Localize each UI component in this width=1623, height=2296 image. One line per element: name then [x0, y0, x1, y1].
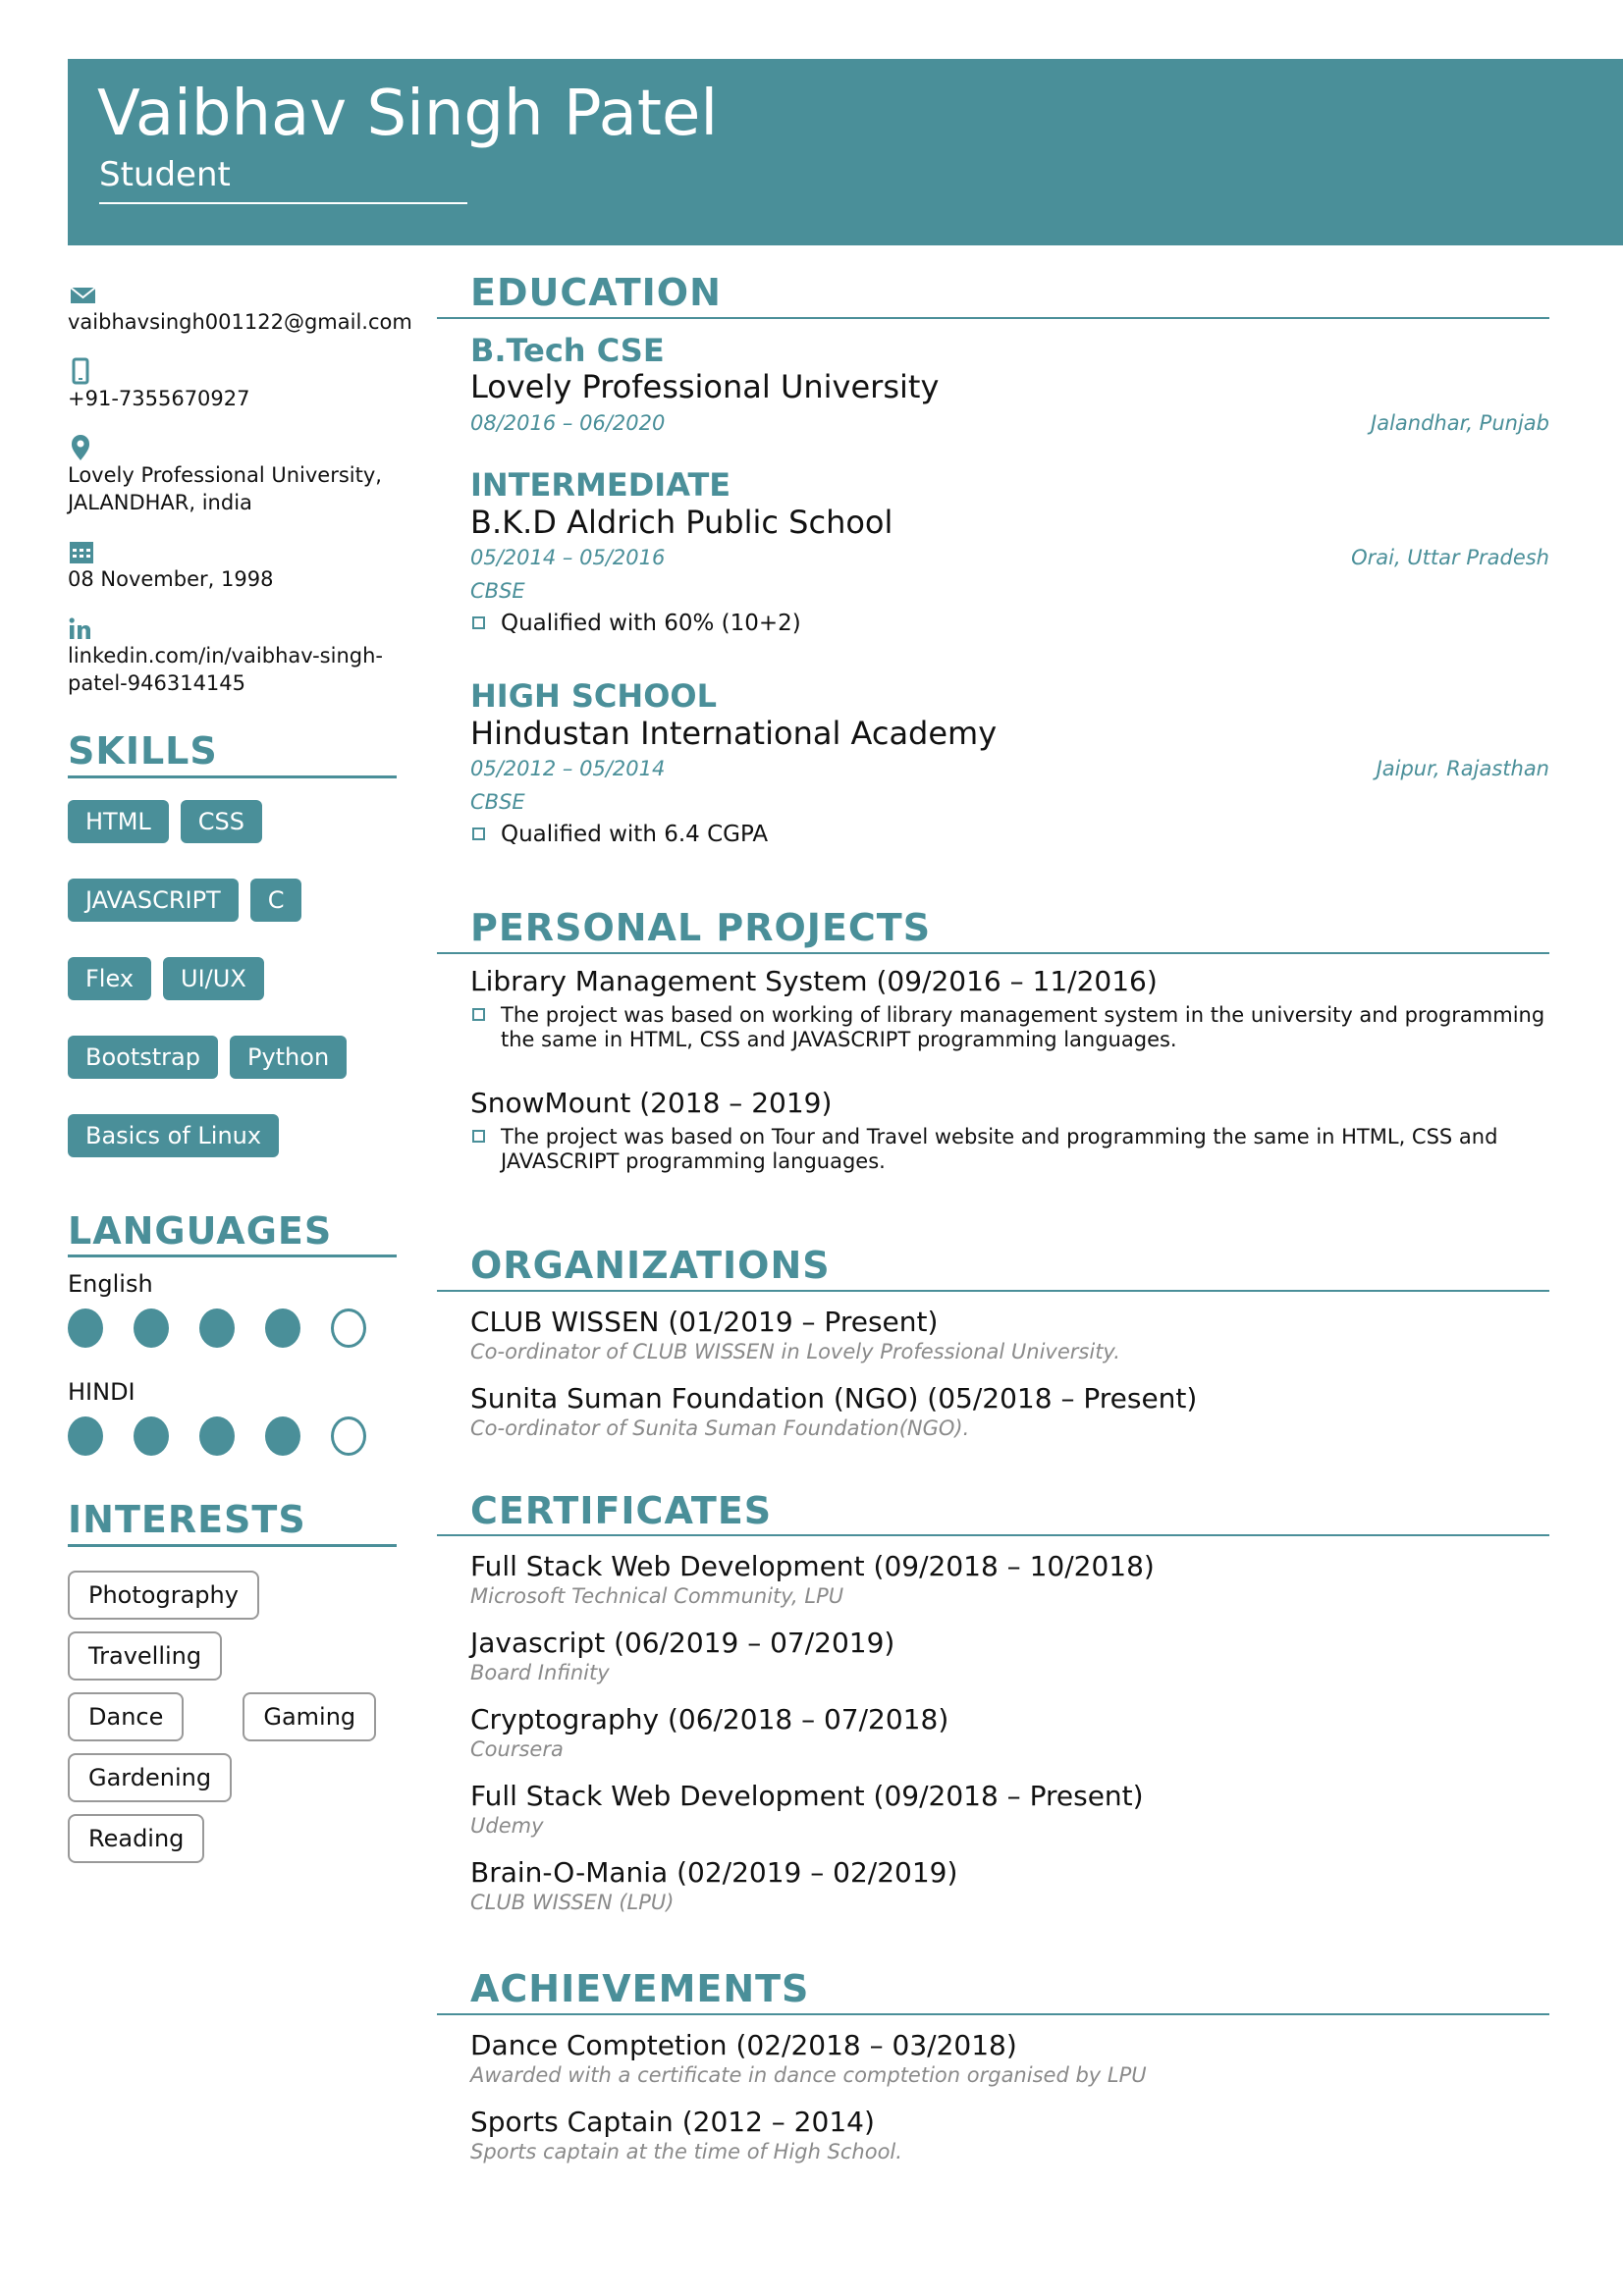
- contact-linkedin: [68, 614, 397, 697]
- certificate-issuer: CLUB WISSEN (LPU): [470, 1891, 675, 1915]
- linkedin-line-2[interactable]: patel-946314145: [68, 671, 246, 695]
- bullet-text: Qualified with 60% (10+2): [501, 611, 801, 637]
- degree: B.Tech CSE: [470, 331, 665, 369]
- contact-address: [68, 434, 397, 516]
- certificate-issuer: Board Infinity: [470, 1661, 610, 1685]
- bullet-item: [470, 608, 1549, 639]
- dob-text: 08 November, 1998: [68, 567, 274, 591]
- phone-text[interactable]: +91-7355670927: [68, 387, 250, 410]
- organization-title: Sunita Suman Foundation (NGO) (05/2018 – Present): [470, 1381, 1198, 1415]
- organizations-section: [437, 1245, 1549, 1441]
- skill-tag: JAVASCRIPT: [68, 879, 239, 922]
- organization-role: Co-ordinator of Sunita Suman Foundation(NGO).: [470, 1415, 970, 1440]
- square-bullet-icon: [472, 616, 485, 629]
- location-pin-icon: [68, 434, 99, 461]
- dates: 05/2012 – 05/2014: [470, 757, 666, 781]
- certificate-issuer: Udemy: [470, 1814, 544, 1839]
- bullet-item: [470, 1125, 1549, 1174]
- contact-email: [68, 281, 412, 336]
- education-heading: EDUCATION: [437, 272, 1549, 319]
- contact-dob: [68, 538, 397, 593]
- certificate-title: Full Stack Web Development (09/2018 – Present): [470, 1780, 1144, 1813]
- title-underline: [99, 202, 467, 204]
- certificate-entry: [470, 1627, 1549, 1685]
- linkedin-icon: [68, 614, 99, 642]
- education-section: [437, 272, 1549, 850]
- languages-heading: LANGUAGES: [68, 1210, 397, 1258]
- address-line-2: JALANDHAR, india: [68, 491, 252, 514]
- phone-icon: [68, 357, 99, 385]
- location: Jaipur, Rajasthan: [1376, 757, 1549, 781]
- certificate-title: Full Stack Web Development (09/2018 – 10/2018): [470, 1550, 1155, 1583]
- sidebar: [68, 281, 412, 1875]
- organization-role: Co-ordinator of CLUB WISSEN in Lovely Professional University.: [470, 1339, 1120, 1363]
- level-dot-filled: [265, 1308, 300, 1348]
- level-dot-filled: [199, 1308, 235, 1348]
- bullet-text: The project was based on working of library management system in the university and programming the same in HTML, CSS and JAVASCRIPT programming languages.: [501, 1002, 1545, 1051]
- skill-tag: Python: [230, 1036, 347, 1079]
- project-title: Library Management System (09/2016 – 11/2016): [470, 964, 1158, 997]
- dates: 08/2016 – 06/2020: [470, 410, 666, 435]
- square-bullet-icon: [472, 828, 485, 840]
- certificate-title: Cryptography (06/2018 – 07/2018): [470, 1703, 949, 1736]
- skill-tag: Bootstrap: [68, 1036, 218, 1079]
- organization-entry: [470, 1382, 1549, 1441]
- bullet-item: [470, 819, 1549, 850]
- interest-tag: Travelling: [68, 1631, 222, 1681]
- language-level-english: [68, 1308, 397, 1348]
- institution: Hindustan International Academy: [470, 714, 998, 752]
- resume-header: [68, 59, 1623, 245]
- skill-tag: Flex: [68, 957, 151, 1000]
- interest-tag: Gardening: [68, 1753, 232, 1802]
- projects-heading: PERSONAL PROJECTS: [437, 907, 1549, 954]
- skills-heading: SKILLS: [68, 730, 397, 778]
- bullet-text: The project was based on Tour and Travel website and programming the same in HTML, CSS and JAVASCRIPT programming languages.: [501, 1124, 1498, 1173]
- projects-section: [437, 907, 1549, 1174]
- project-entry: [470, 964, 1549, 1052]
- skill-tag: HTML: [68, 800, 169, 843]
- level-dot-empty: [331, 1308, 366, 1348]
- achievements-section: [437, 1968, 1549, 2164]
- square-bullet-icon: [472, 1130, 485, 1143]
- board: CBSE: [470, 790, 525, 815]
- bullet-item: [470, 1003, 1549, 1052]
- language-name: HINDI: [68, 1378, 135, 1407]
- bullet-text: Qualified with 6.4 CGPA: [501, 822, 769, 848]
- candidate-title: Student: [99, 155, 231, 194]
- interest-tag: Dance: [68, 1692, 184, 1741]
- certificate-entry: [470, 1550, 1549, 1609]
- achievement-entry: [470, 2029, 1549, 2088]
- institution: Lovely Professional University: [470, 368, 940, 406]
- skill-tag: Basics of Linux: [68, 1114, 279, 1157]
- degree: HIGH SCHOOL: [470, 677, 717, 716]
- organization-title: CLUB WISSEN (01/2019 – Present): [470, 1305, 939, 1338]
- certificate-entry: [470, 1856, 1549, 1915]
- calendar-icon: [68, 538, 99, 565]
- language-name: English: [68, 1270, 153, 1299]
- project-entry: [470, 1086, 1549, 1174]
- certificate-issuer: Coursera: [470, 1737, 564, 1762]
- interest-tag: Reading: [68, 1814, 204, 1863]
- certificate-entry: [470, 1780, 1549, 1839]
- institution: B.K.D Aldrich Public School: [470, 503, 893, 541]
- certificate-title: Javascript (06/2019 – 07/2019): [470, 1627, 895, 1660]
- organizations-heading: ORGANIZATIONS: [437, 1245, 1549, 1292]
- board: CBSE: [470, 579, 525, 604]
- certificates-section: [437, 1490, 1549, 1916]
- candidate-name: Vaibhav Singh Patel: [97, 78, 719, 150]
- level-dot-filled: [68, 1308, 103, 1348]
- degree: INTERMEDIATE: [470, 465, 731, 504]
- certificate-title: Brain-O-Mania (02/2019 – 02/2019): [470, 1856, 958, 1890]
- project-title: SnowMount (2018 – 2019): [470, 1086, 833, 1119]
- address-line-1: Lovely Professional University,: [68, 463, 382, 487]
- interest-tag: Photography: [68, 1571, 259, 1620]
- skills-list: [68, 800, 397, 1177]
- level-dot-filled: [199, 1416, 235, 1456]
- education-entry: [470, 678, 1549, 850]
- square-bullet-icon: [472, 1008, 485, 1021]
- achievement-desc: Awarded with a certificate in dance comptetion organised by LPU: [470, 2063, 1147, 2087]
- achievement-desc: Sports captain at the time of High School.: [470, 2140, 902, 2163]
- certificate-issuer: Microsoft Technical Community, LPU: [470, 1584, 844, 1609]
- achievement-title: Dance Comptetion (02/2018 – 03/2018): [470, 2029, 1017, 2061]
- interests-heading: INTERESTS: [68, 1499, 397, 1547]
- achievements-heading: ACHIEVEMENTS: [437, 1968, 1549, 2015]
- linkedin-line-1[interactable]: linkedin.com/in/vaibhav-singh-: [68, 644, 383, 667]
- contact-phone: [68, 357, 397, 412]
- level-dot-empty: [331, 1416, 366, 1456]
- main-content: [437, 272, 1549, 2206]
- dates: 05/2014 – 05/2016: [470, 546, 666, 570]
- envelope-icon: [68, 281, 99, 308]
- email-text[interactable]: vaibhavsingh001122@gmail.com: [68, 310, 412, 334]
- certificates-heading: CERTIFICATES: [437, 1490, 1549, 1537]
- achievement-entry: [470, 2106, 1549, 2164]
- location: Jalandhar, Punjab: [1371, 410, 1549, 435]
- education-entry: [470, 467, 1549, 639]
- achievement-title: Sports Captain (2012 – 2014): [470, 2106, 875, 2138]
- education-entry: [470, 333, 1549, 440]
- skill-tag: CSS: [181, 800, 262, 843]
- interests-list: [68, 1571, 397, 1875]
- skill-tag: C: [250, 879, 302, 922]
- level-dot-filled: [134, 1416, 169, 1456]
- organization-entry: [470, 1306, 1549, 1364]
- level-dot-filled: [68, 1416, 103, 1456]
- language-level-hindi: [68, 1416, 397, 1456]
- level-dot-filled: [265, 1416, 300, 1456]
- certificate-entry: [470, 1703, 1549, 1762]
- level-dot-filled: [134, 1308, 169, 1348]
- interest-tag: Gaming: [243, 1692, 376, 1741]
- skill-tag: UI/UX: [163, 957, 264, 1000]
- location: Orai, Uttar Pradesh: [1351, 546, 1549, 570]
